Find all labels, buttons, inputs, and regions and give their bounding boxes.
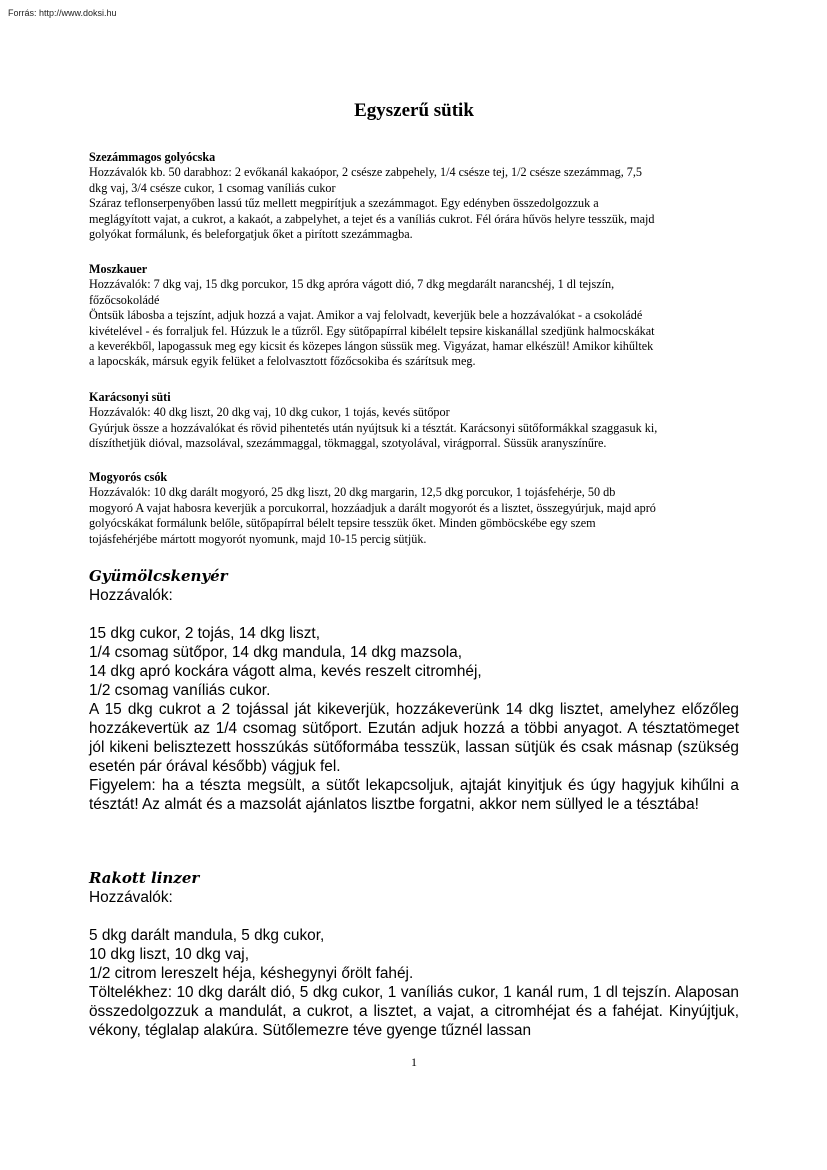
ingredient-line: 1/2 csomag vaníliás cukor. bbox=[89, 682, 271, 699]
ingredient-line: 15 dkg cukor, 2 tojás, 14 dkg liszt, bbox=[89, 625, 320, 642]
method-paragraph: Töltelékhez: 10 dkg darált dió, 5 dkg cukor, 1 vaníliás cukor, 1 kanál rum, 1 dl tejszín. Alaposan összedolgozzuk a mandulát, a cukrot, a lisztet, a vajat, a citromhéjat és a fahéjat. Kinyújtjuk, vékony, téglalap alakúra. Sütőlemezre téve gyenge tűznél lassan bbox=[89, 984, 739, 1039]
page-number: 1 bbox=[411, 1055, 417, 1069]
recipe-title: Rakott linzer bbox=[89, 869, 200, 887]
ingredient-line: 1/4 csomag sütőpor, 14 dkg mandula, 14 dkg mazsola, bbox=[89, 644, 463, 661]
recipe-title: Moszkauer bbox=[89, 262, 148, 276]
recipe-line: Gyúrjuk össze a hozzávalókat és rövid pihentetés után nyújtsuk ki a tésztát. Karácsonyi sütőformákkal szaggasuk ki, bbox=[89, 420, 658, 435]
recipe-title: Mogyorós csók bbox=[89, 470, 168, 484]
note-paragraph: Figyelem: ha a tészta megsült, a sütőt lekapcsoljuk, ajtaját kinyitjuk és úgy hagyjuk kihűlni a tésztát! Az almát és a mazsolát ajánlatos lisztbe forgatni, akkor nem süllyed le a tésztába! bbox=[89, 777, 739, 813]
ingredient-line: 5 dkg darált mandula, 5 dkg cukor, bbox=[89, 927, 325, 944]
recipe-line: Hozzávalók: 10 dkg darált mogyoró, 25 dkg liszt, 20 dkg margarin, 12,5 dkg porcukor, 1 tojásfehérje, 50 db bbox=[89, 485, 616, 500]
recipe-line: tojásfehérjébe mártott mogyorót nyomunk, majd 10-15 percig sütjük. bbox=[89, 531, 427, 546]
recipe-line: Öntsük lábosba a tejszínt, adjuk hozzá a vajat. Amikor a vaj felolvadt, keverjük bele a hozzávalókat - a csokoládé bbox=[89, 308, 643, 323]
source-label: Forrás: http://www.doksi.hu bbox=[8, 8, 117, 18]
recipe-line: díszíthetjük dióval, mazsolával, szezámmaggal, tökmaggal, szotyolával, virágporral. Süssük aranyszínűre. bbox=[89, 436, 607, 451]
recipe-line: a lapocskák, mársuk egyik felüket a felolvasztott főzőcsokiba és szárítsuk meg. bbox=[89, 354, 476, 369]
ingredient-line: 10 dkg liszt, 10 dkg vaj, bbox=[89, 946, 249, 963]
recipe-moszkauer bbox=[89, 262, 739, 370]
recipe-szezammagos bbox=[89, 150, 739, 242]
recipe-line: kivételével - és forraljuk fel. Húzzuk le a tűzről. Egy sütőpapírral kibélelt tepsire kiskanállal szedjünk halmocskákat bbox=[89, 323, 655, 338]
recipe-title: Karácsonyi süti bbox=[89, 390, 171, 404]
recipe-rakott-linzer bbox=[89, 868, 739, 1040]
ingredients-heading: Hozzávalók: bbox=[89, 587, 173, 604]
recipe-line: meglágyított vajat, a cukrot, a kakaót, a zabpelyhet, a tejet és a vaníliás cukrot. Fél órára hűvös helyre tesszük, majd bbox=[89, 211, 655, 226]
ingredient-line: 14 dkg apró kockára vágott alma, kevés reszelt citromhéj, bbox=[89, 663, 482, 680]
recipe-line: dkg vaj, 3/4 csésze cukor, 1 csomag vaníliás cukor bbox=[89, 180, 336, 195]
recipe-line: Hozzávalók: 7 dkg vaj, 15 dkg porcukor, 15 dkg apróra vágott dió, 7 dkg megdarált narancshéj, 1 dl tejszín, bbox=[89, 277, 615, 292]
recipe-line: főzőcsokoládé bbox=[89, 292, 160, 307]
ingredient-line: 1/2 citrom lereszelt héja, késhegynyi őrölt fahéj. bbox=[89, 965, 414, 982]
recipe-karacsonyi bbox=[89, 390, 739, 452]
recipe-line: golyócskákat formálunk belőle, sütőpapírral bélelt tepsire tesszük őket. Minden gömböcskébe egy szem bbox=[89, 516, 596, 531]
recipe-line: Hozzávalók kb. 50 darabhoz: 2 evőkanál kakaópor, 2 csésze zabpehely, 1/4 csésze tej, 1/2 csésze szezámmag, 7,5 bbox=[89, 165, 643, 180]
recipe-gyumolcskenyer bbox=[89, 566, 739, 814]
method-paragraph: A 15 dkg cukrot a 2 tojással ját kikeverjük, hozzákeverünk 14 dkg lisztet, amelyhez előzőleg hozzákevertük az 1/4 csomag sütőport. Ezután adjuk hozzá a többi anyagot. A tésztatömeget jól kikeni belisztezett hosszúkás sütőformába tesszük, lassan sütjük és csak másnap (szükség esetén pár órával később) vágjuk fel. bbox=[89, 701, 739, 775]
recipe-line: Hozzávalók: 40 dkg liszt, 20 dkg vaj, 10 dkg cukor, 1 tojás, kevés sütőpor bbox=[89, 405, 450, 420]
recipe-title: Szezámmagos golyócska bbox=[89, 150, 216, 164]
recipe-mogyoros bbox=[89, 470, 739, 547]
recipe-line: Száraz teflonserpenyőben lassú tűz mellett megpirítjuk a szezámmagot. Egy edényben összedolgozzuk a bbox=[89, 196, 599, 211]
recipe-line: golyókat formálunk, és beleforgatjuk őket a pirított szezámmagba. bbox=[89, 227, 413, 242]
recipe-line: mogyoró A vajat habosra keverjük a porcukorral, hozzáadjuk a darált mogyorót és a lisztet, összegyúrjuk, majd apró bbox=[89, 500, 656, 515]
ingredients-heading: Hozzávalók: bbox=[89, 889, 173, 906]
recipe-title: Gyümölcskenyér bbox=[89, 567, 228, 585]
recipe-line: a keverékből, lapogassuk meg egy kicsit és közepes lángon süssük meg. Vigyázat, hamar elkészül! Amikor kihűltek bbox=[89, 339, 654, 354]
page-title: Egyszerű sütik bbox=[354, 100, 474, 121]
